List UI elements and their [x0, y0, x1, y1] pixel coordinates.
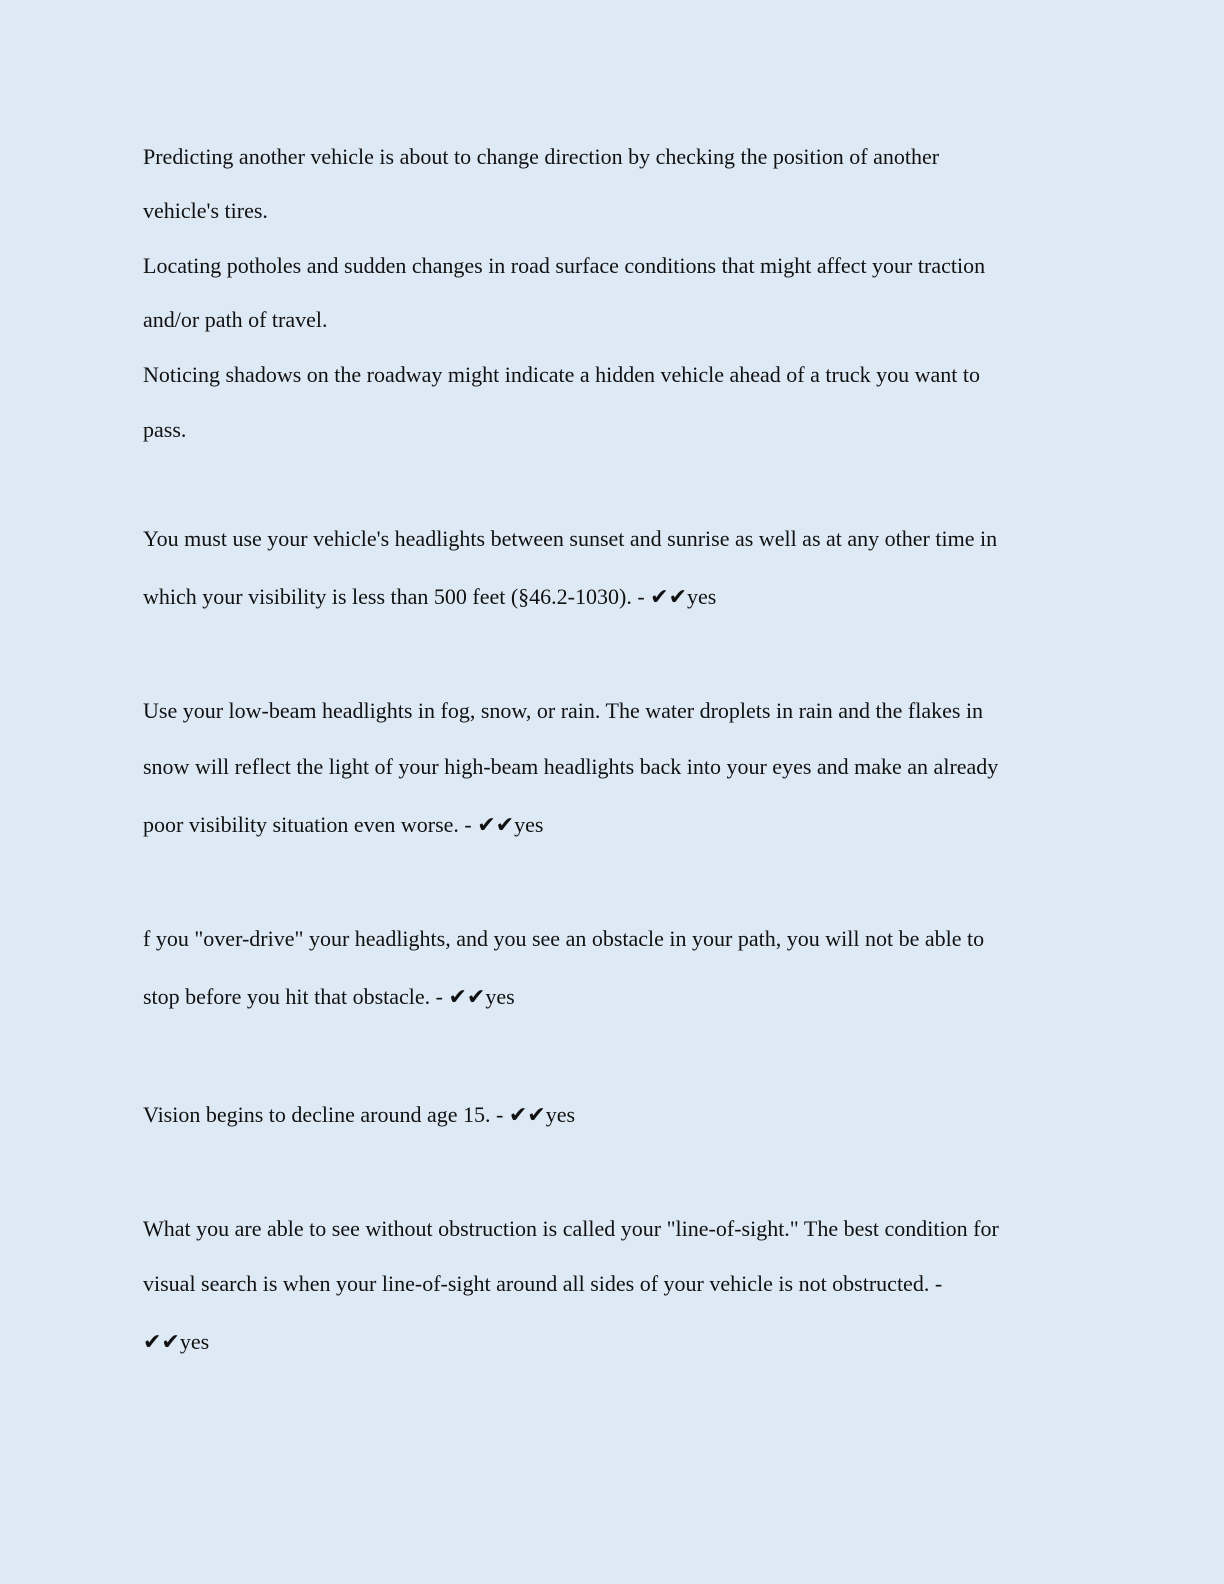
text-line: and/or path of travel.: [143, 307, 328, 332]
text-line: Use your low-beam headlights in fog, snow, or rain. The water droplets in rain and the flakes in: [143, 698, 984, 723]
text-line: poor visibility situation even worse. - ✔✔yes: [143, 812, 544, 837]
text-line: What you are able to see without obstruction is called your "line-of-sight." The best condition for: [143, 1216, 999, 1241]
text-line: Locating potholes and sudden changes in road surface conditions that might affect your traction: [143, 253, 986, 278]
text-line: pass.: [143, 417, 187, 442]
text-line: Noticing shadows on the roadway might indicate a hidden vehicle ahead of a truck you want to: [143, 362, 980, 387]
text-line: Vision begins to decline around age 15. - ✔✔yes: [143, 1102, 576, 1127]
text-line: visual search is when your line-of-sight around all sides of your vehicle is not obstructed. -: [143, 1271, 943, 1296]
text-line: which your visibility is less than 500 feet (§46.2-1030). - ✔✔yes: [143, 584, 717, 609]
text-line: f you "over-drive" your headlights, and you see an obstacle in your path, you will not be able to: [143, 926, 985, 951]
text-line: stop before you hit that obstacle. - ✔✔yes: [143, 984, 515, 1009]
text-line: snow will reflect the light of your high-beam headlights back into your eyes and make an already: [143, 754, 999, 779]
text-line: ✔✔yes: [143, 1329, 210, 1354]
text-line: vehicle's tires.: [143, 198, 268, 223]
text-line: Predicting another vehicle is about to change direction by checking the position of another: [143, 144, 940, 169]
text-line: You must use your vehicle's headlights between sunset and sunrise as well as at any other time in: [143, 526, 998, 551]
